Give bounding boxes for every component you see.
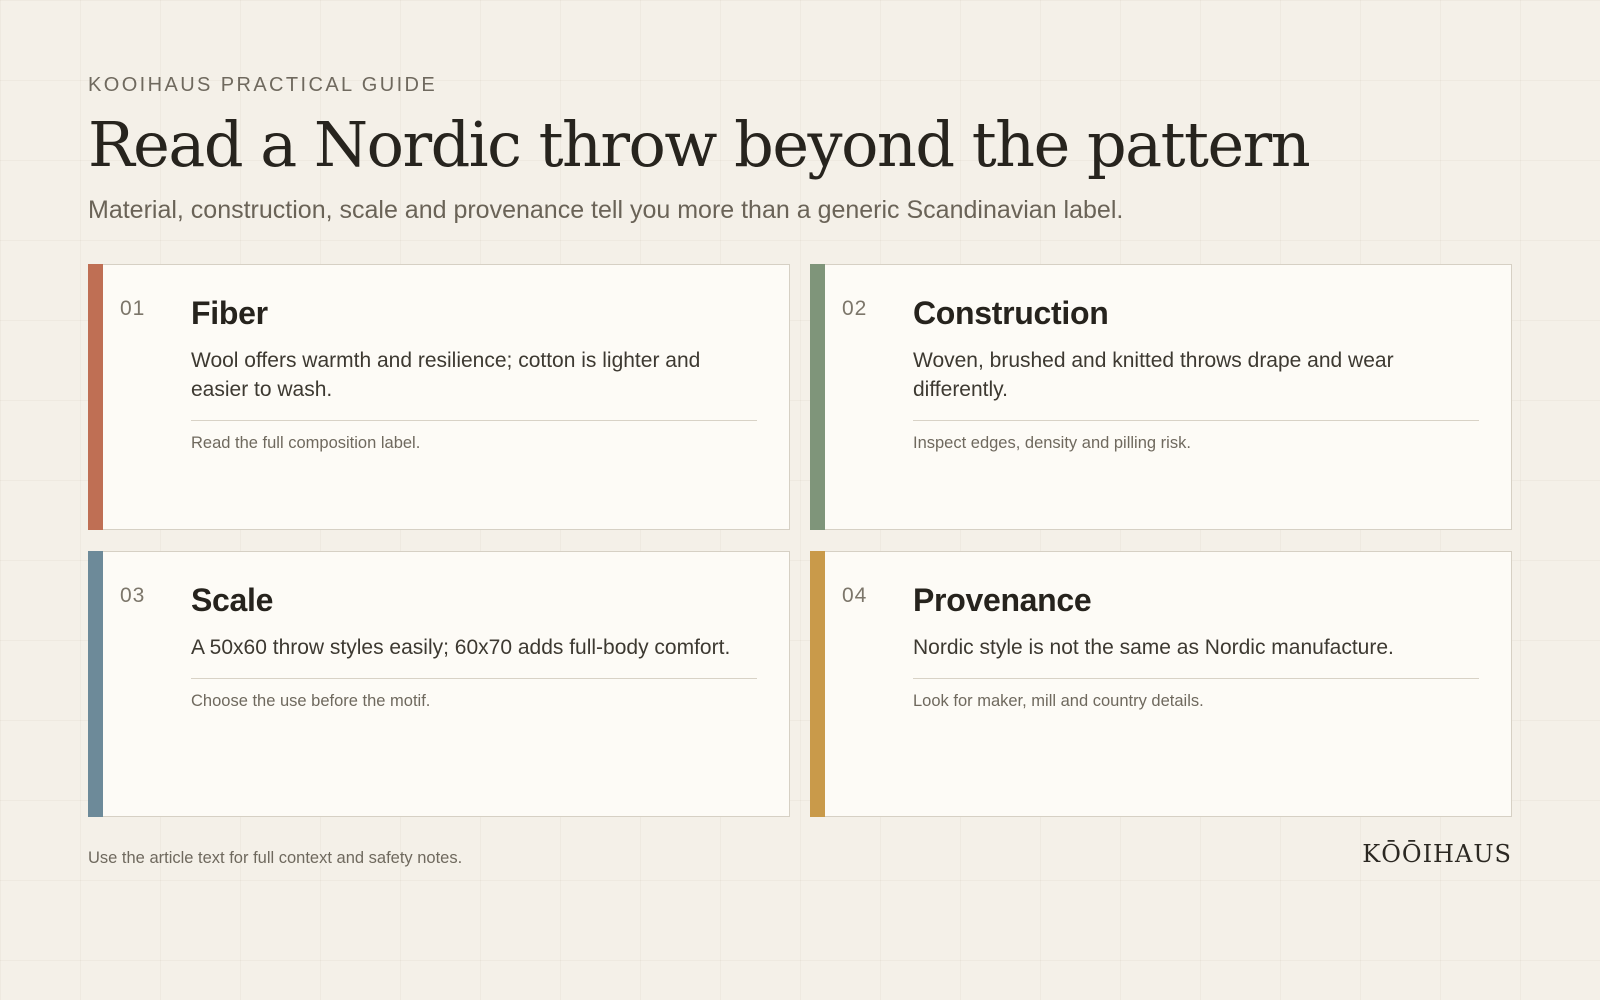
card-tip: Choose the use before the motif.	[191, 692, 431, 710]
card-tip: Inspect edges, density and pilling risk.	[913, 434, 1191, 452]
footer-note: Use the article text for full context and safety notes.	[88, 849, 463, 867]
card-number: 04	[842, 584, 868, 607]
card-accent-bar	[810, 551, 825, 817]
card-content	[913, 295, 1479, 453]
guide-page	[88, 0, 1512, 1000]
card-description: Wool offers warmth and resilience; cotton is lighter and easier to wash.	[191, 349, 701, 401]
card-description: A 50x60 throw styles easily; 60x70 adds full-body comfort.	[191, 636, 731, 659]
page-subtitle: Material, construction, scale and provenance tell you more than a generic Scandinavian label.	[88, 196, 1124, 224]
eyebrow-label: KOOIHAUS PRACTICAL GUIDE	[88, 74, 438, 96]
card-fiber	[88, 264, 790, 530]
card-number: 03	[120, 584, 146, 607]
card-title: Construction	[913, 295, 1109, 331]
card-divider	[191, 678, 757, 679]
card-divider	[913, 420, 1479, 421]
card-content	[191, 582, 757, 711]
card-accent-bar	[88, 551, 103, 817]
card-accent-bar	[810, 264, 825, 530]
card-number: 01	[120, 297, 146, 320]
card-description: Nordic style is not the same as Nordic manufacture.	[913, 636, 1394, 659]
card-content	[913, 582, 1479, 711]
card-title: Fiber	[191, 295, 268, 331]
page-title: Read a Nordic throw beyond the pattern	[88, 108, 1310, 181]
guide-card-grid	[88, 264, 1512, 820]
card-tip: Look for maker, mill and country details.	[913, 692, 1204, 710]
card-provenance	[810, 551, 1512, 817]
card-number: 02	[842, 297, 868, 320]
card-content	[191, 295, 757, 453]
card-accent-bar	[88, 264, 103, 530]
card-divider	[191, 420, 757, 421]
card-tip: Read the full composition label.	[191, 434, 421, 452]
card-title: Scale	[191, 582, 274, 618]
brand-logo: KŌŌIHAUS	[1362, 840, 1512, 868]
card-scale	[88, 551, 790, 817]
card-construction	[810, 264, 1512, 530]
card-description: Woven, brushed and knitted throws drape and wear differently.	[913, 349, 1394, 401]
card-title: Provenance	[913, 582, 1092, 618]
card-divider	[913, 678, 1479, 679]
